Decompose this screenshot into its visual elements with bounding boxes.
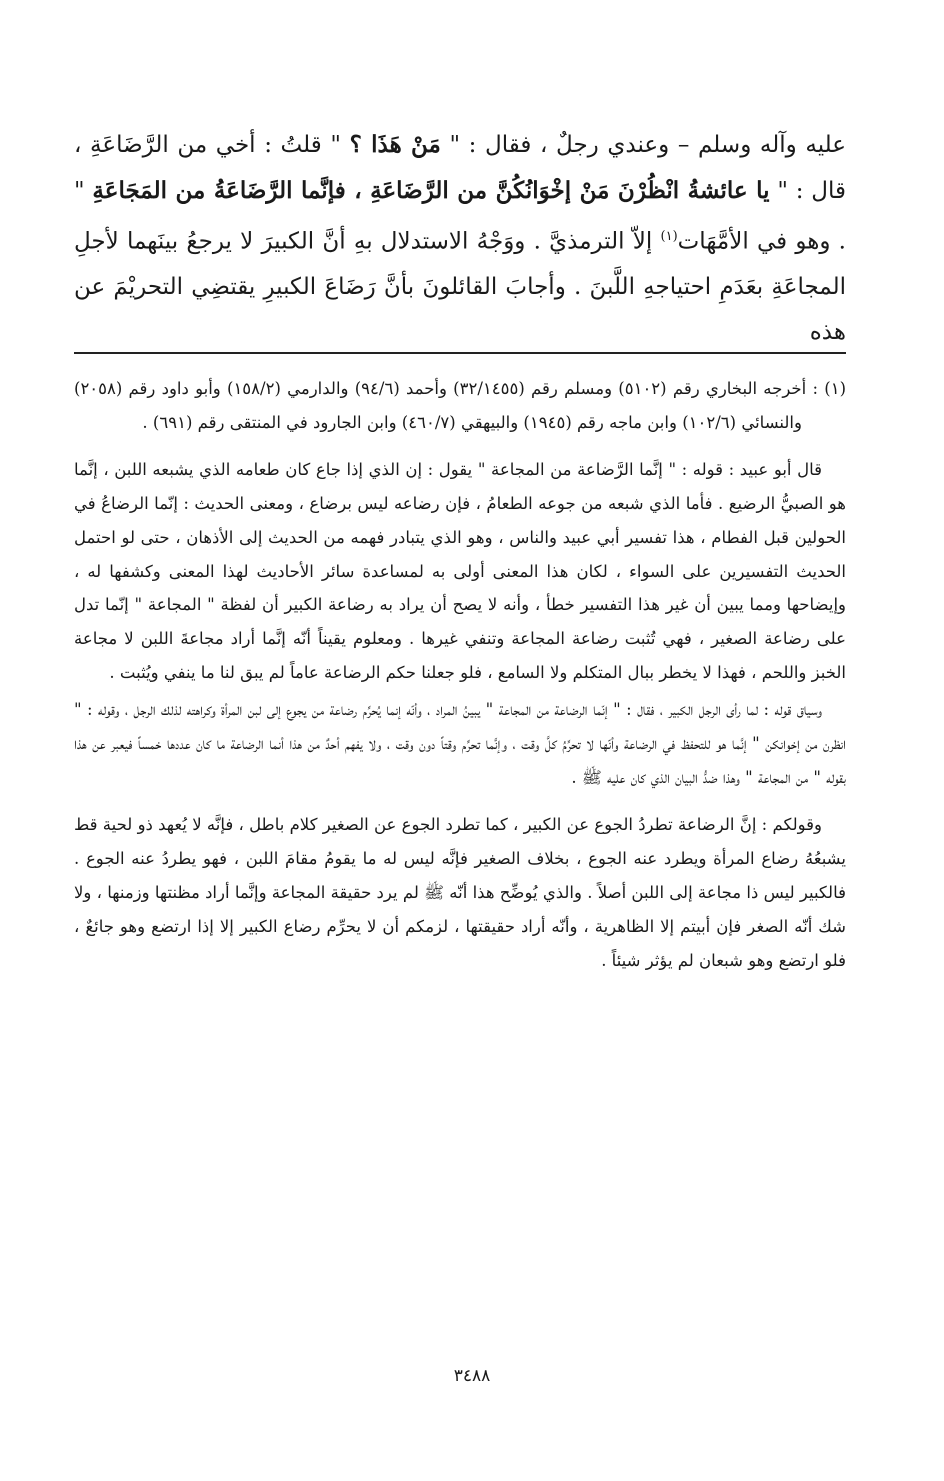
main-text [74, 122, 846, 355]
commentary-paragraph-1: قال أبو عبيد : قوله : " إنَّما الرَّضاعة من المجاعة " يقول : إن الذي إذا جاع كان طعامه الذي يشبعه اللبن ، إنَّما هو الصبيُّ الرضيع . فأما الذي شبعه من جوعه الطعامُ ، فإن رضاعه ليس برضاع ، ومعنى الحديث : إنّما الرضاعُ في الحولين قبل الفطام ، هذا تفسير أبي عبيد والناس ، وهو الذي يتبادر فهمه من الحديث إلى الأذهان ، حتى لو احتمل الحديث التفسيرين على السواء ، لكان هذا المعنى أولى به لمساعدة سائر الأحاديث لهذا المعنى وكشفها له ، وإيضاحها ومما يبين أن غير هذا التفسير خطأ ، وأنه لا يصح أن يراد به رضاعة الكبير أن لفظة " المجاعة " إنّما تدل على رضاعة الصغير ، فهي تُثبت رضاعة المجاعة وتنفي غيرها . ومعلوم يقيناً أنّه إنَّما أراد مجاعةَ اللبن لا مجاعة الخبز واللحم ، فهذا لا يخطر ببال المتكلم ولا السامع ، فلو جعلنا حكم الرضاعة عاماً لم يبق لنا ما ينفي ويُثبت . [74, 459, 847, 683]
commentary-paragraph-2 [74, 693, 846, 795]
footnote-separator [74, 352, 846, 354]
honorific-glyph: ﷺ [581, 767, 602, 787]
commentary-text: وسياق قوله : لما رأى الرجل الكبير ، فقال : " إنّما الرضاعة من المجاعة " يبينُ المراد ، وأنّه إنما يُحرِّم رضاعة من يجوع إلى لبن المرأة وكراهته لذلك الرجل ، وقوله : " انظرن من إخوانكن " إنَّما هو للتحفظ في الرضاعة وأنّها لا تحرِّمُ كلَّ وقت ، وإنَّما تحرِّم وقتاً دون وقت ، ولا يفهم أحدٌ من هذا أنما الرضاعة ما كان عددها خمساً فيعبر عن هذا بقوله " من المجاعة " وهذا ضدُّ البيان الذي كان عليه [74, 700, 846, 787]
footnotes-section [74, 372, 846, 977]
hadith-quote-bold: يا عائشةُ انْظُرْنَ مَنْ إخْوَانُكُنَّ من الرَّضَاعَةِ ، فإنَّما الرَّضَاعَةُ من المَجَاعَةِ [92, 177, 770, 204]
main-text-segment: عليه وآله وسلم – وعندي رجلٌ ، فقال : " [440, 132, 846, 158]
footnote-1 [74, 372, 846, 440]
commentary-paragraph-3: وقولكم : إنَّ الرضاعة تطردُ الجوع عن الكبير ، كما تطرد الجوع عن الصغير كلام باطل ، فإنَّه لا يُعهد ذو لحية قط يشبعُهُ رضاع المرأة ويطرد عنه الجوع ، بخلاف الصغير فإنَّه ليس له ما يقومُ مقامَ اللبن ، فهو يطردُ عنه الجوع . فالكبير ليس ذا مجاعة إلى اللبن أصلاً . والذي يُوضِّح هذا أنّه ﷺ لم يرد حقيقة المجاعة وإنَّما أراد مظنتها وزمنها ، ولا شك أنّه الصغر فإن أبيتم إلا الظاهرية ، وأنّه أراد حقيقتها ، لزمكم أن لا يحرِّم رضاع الكبير إلا إذا ارتضع وهو جائعٌ ، فلو ارتضع وهو شبعان لم يؤثر شيئاً . [74, 814, 846, 970]
main-paragraph [74, 122, 846, 355]
main-text-segment: إلاّ الترمذيَّ . ووَجْهُ الاستدلال بهِ أنَّ الكبيرَ لا يرجعُ بينَهما لأجلِ المجاعَةِ بعَدَمِ احتياجهِ اللَّبنَ . وأجابَ القائلونَ بأنَّ رَضَاعَ الكبيرِ يقتضِي التحريْمَ عن هذه [74, 228, 846, 345]
commentary-text: . [571, 767, 582, 787]
footnote-reference[interactable]: (١) [660, 229, 678, 244]
main-text-segment: " . وهو في الأمَّهَات [74, 178, 846, 255]
main-text-segment: " قلتُ : أخي من الرَّضَاعَةِ ، قال : " [74, 132, 847, 204]
footnote-marker: (١) : [812, 379, 846, 398]
hadith-quote-bold: مَنْ هَذَا ؟ [349, 131, 441, 158]
footnote-text: أخرجه البخاري رقم (٥١٠٢) ومسلم رقم (٣٢/١٤٥٥) وأحمد (٩٤/٦) والدارمي (١٥٨/٢) وأبو داود رقم (٢٠٥٨) والنسائي (١٠٢/٦) وابن ماجه رقم (١٩٤٥) والبيهقي (٤٦٠/٧) وابن الجارود في المنتقى رقم (٦٩١) . [74, 379, 807, 432]
page-number: ٣٤٨٨ [453, 1366, 491, 1386]
